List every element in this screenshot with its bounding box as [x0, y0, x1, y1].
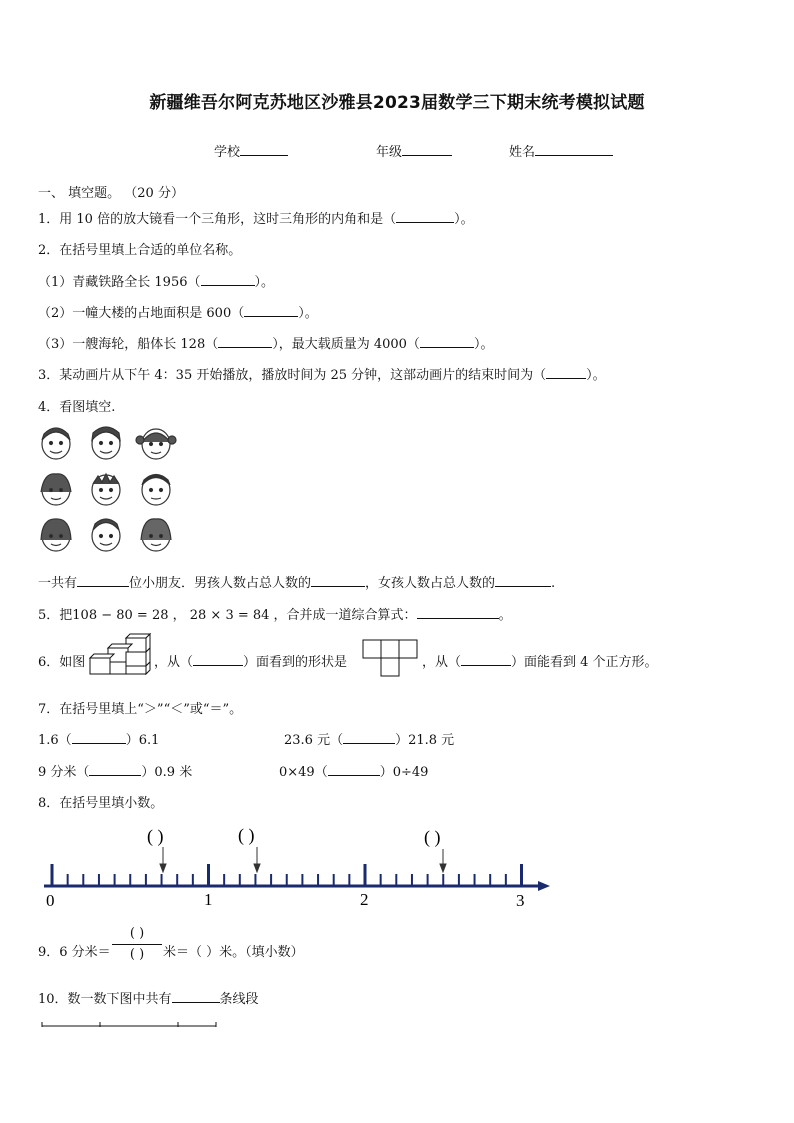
paren-1[interactable]: ( ) [147, 826, 164, 846]
q4-blank-girls[interactable] [495, 574, 551, 587]
question-4-answer-line [38, 572, 555, 591]
name-blank[interactable] [535, 143, 613, 156]
q2-sub1-tail: ）。 [254, 275, 275, 290]
section-heading: 一、 填空题。 （20 分） [38, 186, 184, 201]
q2-sub3b-text: ），最大载质量为 4000（ [272, 337, 420, 352]
cubes-figure [86, 632, 152, 678]
q7-r1a-right: ）6.1 [125, 733, 160, 748]
question-2-sub1 [38, 271, 274, 290]
q2-sub2-blank[interactable] [244, 304, 298, 317]
question-5 [38, 604, 512, 623]
q4-blank-total[interactable] [77, 574, 129, 587]
grade-blank[interactable] [402, 143, 452, 156]
q6-c: ）面看到的形状是 [243, 655, 348, 670]
q1-tail: ）。 [454, 212, 474, 227]
q7-r1a-blank[interactable] [72, 731, 126, 744]
q3-tail: ）。 [586, 368, 606, 383]
q7-r1b-blank[interactable] [343, 731, 395, 744]
school-blank[interactable] [240, 143, 288, 156]
name-field[interactable] [509, 141, 613, 160]
line-segments-figure [40, 1018, 220, 1030]
question-9-end: 米＝（ ）米。（填小数） [163, 945, 304, 960]
q7-row1-right [284, 729, 454, 748]
q2-sub3b-blank[interactable] [420, 335, 474, 348]
q6-e: ）面能看到 4 个正方形。 [511, 655, 658, 670]
q7-r2a-right: ）0.9 米 [141, 765, 193, 780]
q2-sub2-text: （2）一幢大楼的占地面积是 600（ [38, 306, 245, 321]
question-6-mid2 [422, 651, 658, 670]
faces-svg [36, 424, 186, 560]
q10-text: 10．数一数下图中共有 [38, 992, 172, 1007]
q6-blank2[interactable] [461, 653, 511, 666]
fraction-numerator[interactable]: ( ) [129, 926, 145, 941]
q7-r2b-right: ）0÷49 [379, 765, 429, 780]
question-10 [38, 988, 259, 1007]
q6-blank1[interactable] [193, 653, 243, 666]
q7-r1b-right: ）21.8 元 [395, 733, 455, 748]
q4-line-d: . [551, 576, 556, 591]
school-label: 学校 [214, 145, 241, 160]
name-label: 姓名 [509, 145, 536, 160]
q2-sub1-blank[interactable] [201, 273, 255, 286]
question-2: 2．在括号里填上合适的单位名称。 [38, 243, 242, 258]
q2-sub1-text: （1）青藏铁路全长 1956（ [38, 275, 201, 290]
school-field[interactable] [214, 141, 288, 160]
question-2-sub3 [38, 333, 493, 352]
tick-label-0: 0 [46, 891, 55, 910]
question-6-mid1 [154, 651, 347, 670]
question-1 [38, 208, 474, 227]
question-3 [38, 364, 606, 383]
paren-3[interactable]: ( ) [424, 827, 441, 847]
q6-d: ，从（ [422, 655, 462, 670]
number-line-arrow [538, 881, 550, 891]
children-faces-image [36, 424, 186, 560]
q2-sub2-tail: ）。 [298, 306, 318, 321]
paren-2[interactable]: ( ) [238, 825, 255, 845]
question-9-start: 9．6 分米＝ [38, 945, 111, 960]
question-6-start: 6．如图 [38, 655, 86, 670]
tick-label-1: 1 [204, 890, 213, 909]
view-shape-figure [362, 639, 420, 677]
q2-sub3-tail: ）。 [473, 337, 494, 352]
q10-blank[interactable] [172, 990, 220, 1003]
q5-blank[interactable] [417, 606, 499, 619]
grade-field[interactable] [376, 141, 452, 160]
q7-r2a-blank[interactable] [89, 763, 141, 776]
q7-r2a-left: 9 分米（ [38, 765, 90, 780]
q1-text: 1．用 10 倍的放大镜看一个三角形，这时三角形的内角和是（ [38, 212, 397, 227]
q7-row2-right [279, 761, 428, 780]
question-8: 8．在括号里填小数。 [38, 796, 164, 811]
q10-tail: 条线段 [219, 992, 259, 1007]
q4-blank-boys[interactable] [311, 574, 365, 587]
q7-r2b-blank[interactable] [328, 763, 380, 776]
number-line [40, 820, 556, 912]
grade-label: 年级 [376, 145, 403, 160]
fraction [112, 926, 162, 963]
q4-line-c: ，女孩人数占总人数的 [365, 576, 496, 591]
q7-r1a-left: 1.6（ [38, 733, 72, 748]
q2-sub3a-text: （3）一艘海轮，船体长 128（ [38, 337, 219, 352]
fraction-bar [112, 944, 162, 945]
tick-label-3: 3 [516, 891, 525, 910]
q7-row2-left [38, 761, 192, 780]
q3-blank[interactable] [546, 366, 586, 379]
q1-blank[interactable] [396, 210, 454, 223]
q2-sub3a-blank[interactable] [218, 335, 272, 348]
question-7: 7．在括号里填上“＞”“＜”或“＝”。 [38, 702, 243, 717]
q7-row1-left [38, 729, 159, 748]
q4-line-a: 一共有 [38, 576, 78, 591]
page-title: 新疆维吾尔阿克苏地区沙雅县2023届数学三下期末统考模拟试题 [149, 93, 645, 113]
tick-label-2: 2 [360, 890, 369, 909]
q7-r1b-left: 23.6 元（ [284, 733, 344, 748]
question-4: 4．看图填空. [38, 400, 116, 415]
q5-tail: 。 [498, 608, 512, 623]
fraction-denominator[interactable]: ( ) [129, 947, 145, 962]
q7-r2b-left: 0×49（ [279, 765, 328, 780]
q4-line-b: 位小朋友．男孩人数占总人数的 [129, 576, 312, 591]
question-2-sub2 [38, 302, 318, 321]
q6-b: ，从（ [154, 655, 194, 670]
q5-text: 5．把108 − 80 = 28 ， 28 × 3 = 84 ，合并成一道综合算式： [38, 608, 417, 623]
q3-text: 3．某动画片从下午 4：35 开始播放，播放时间为 25 分钟，这部动画片的结束时间为（ [38, 368, 547, 383]
